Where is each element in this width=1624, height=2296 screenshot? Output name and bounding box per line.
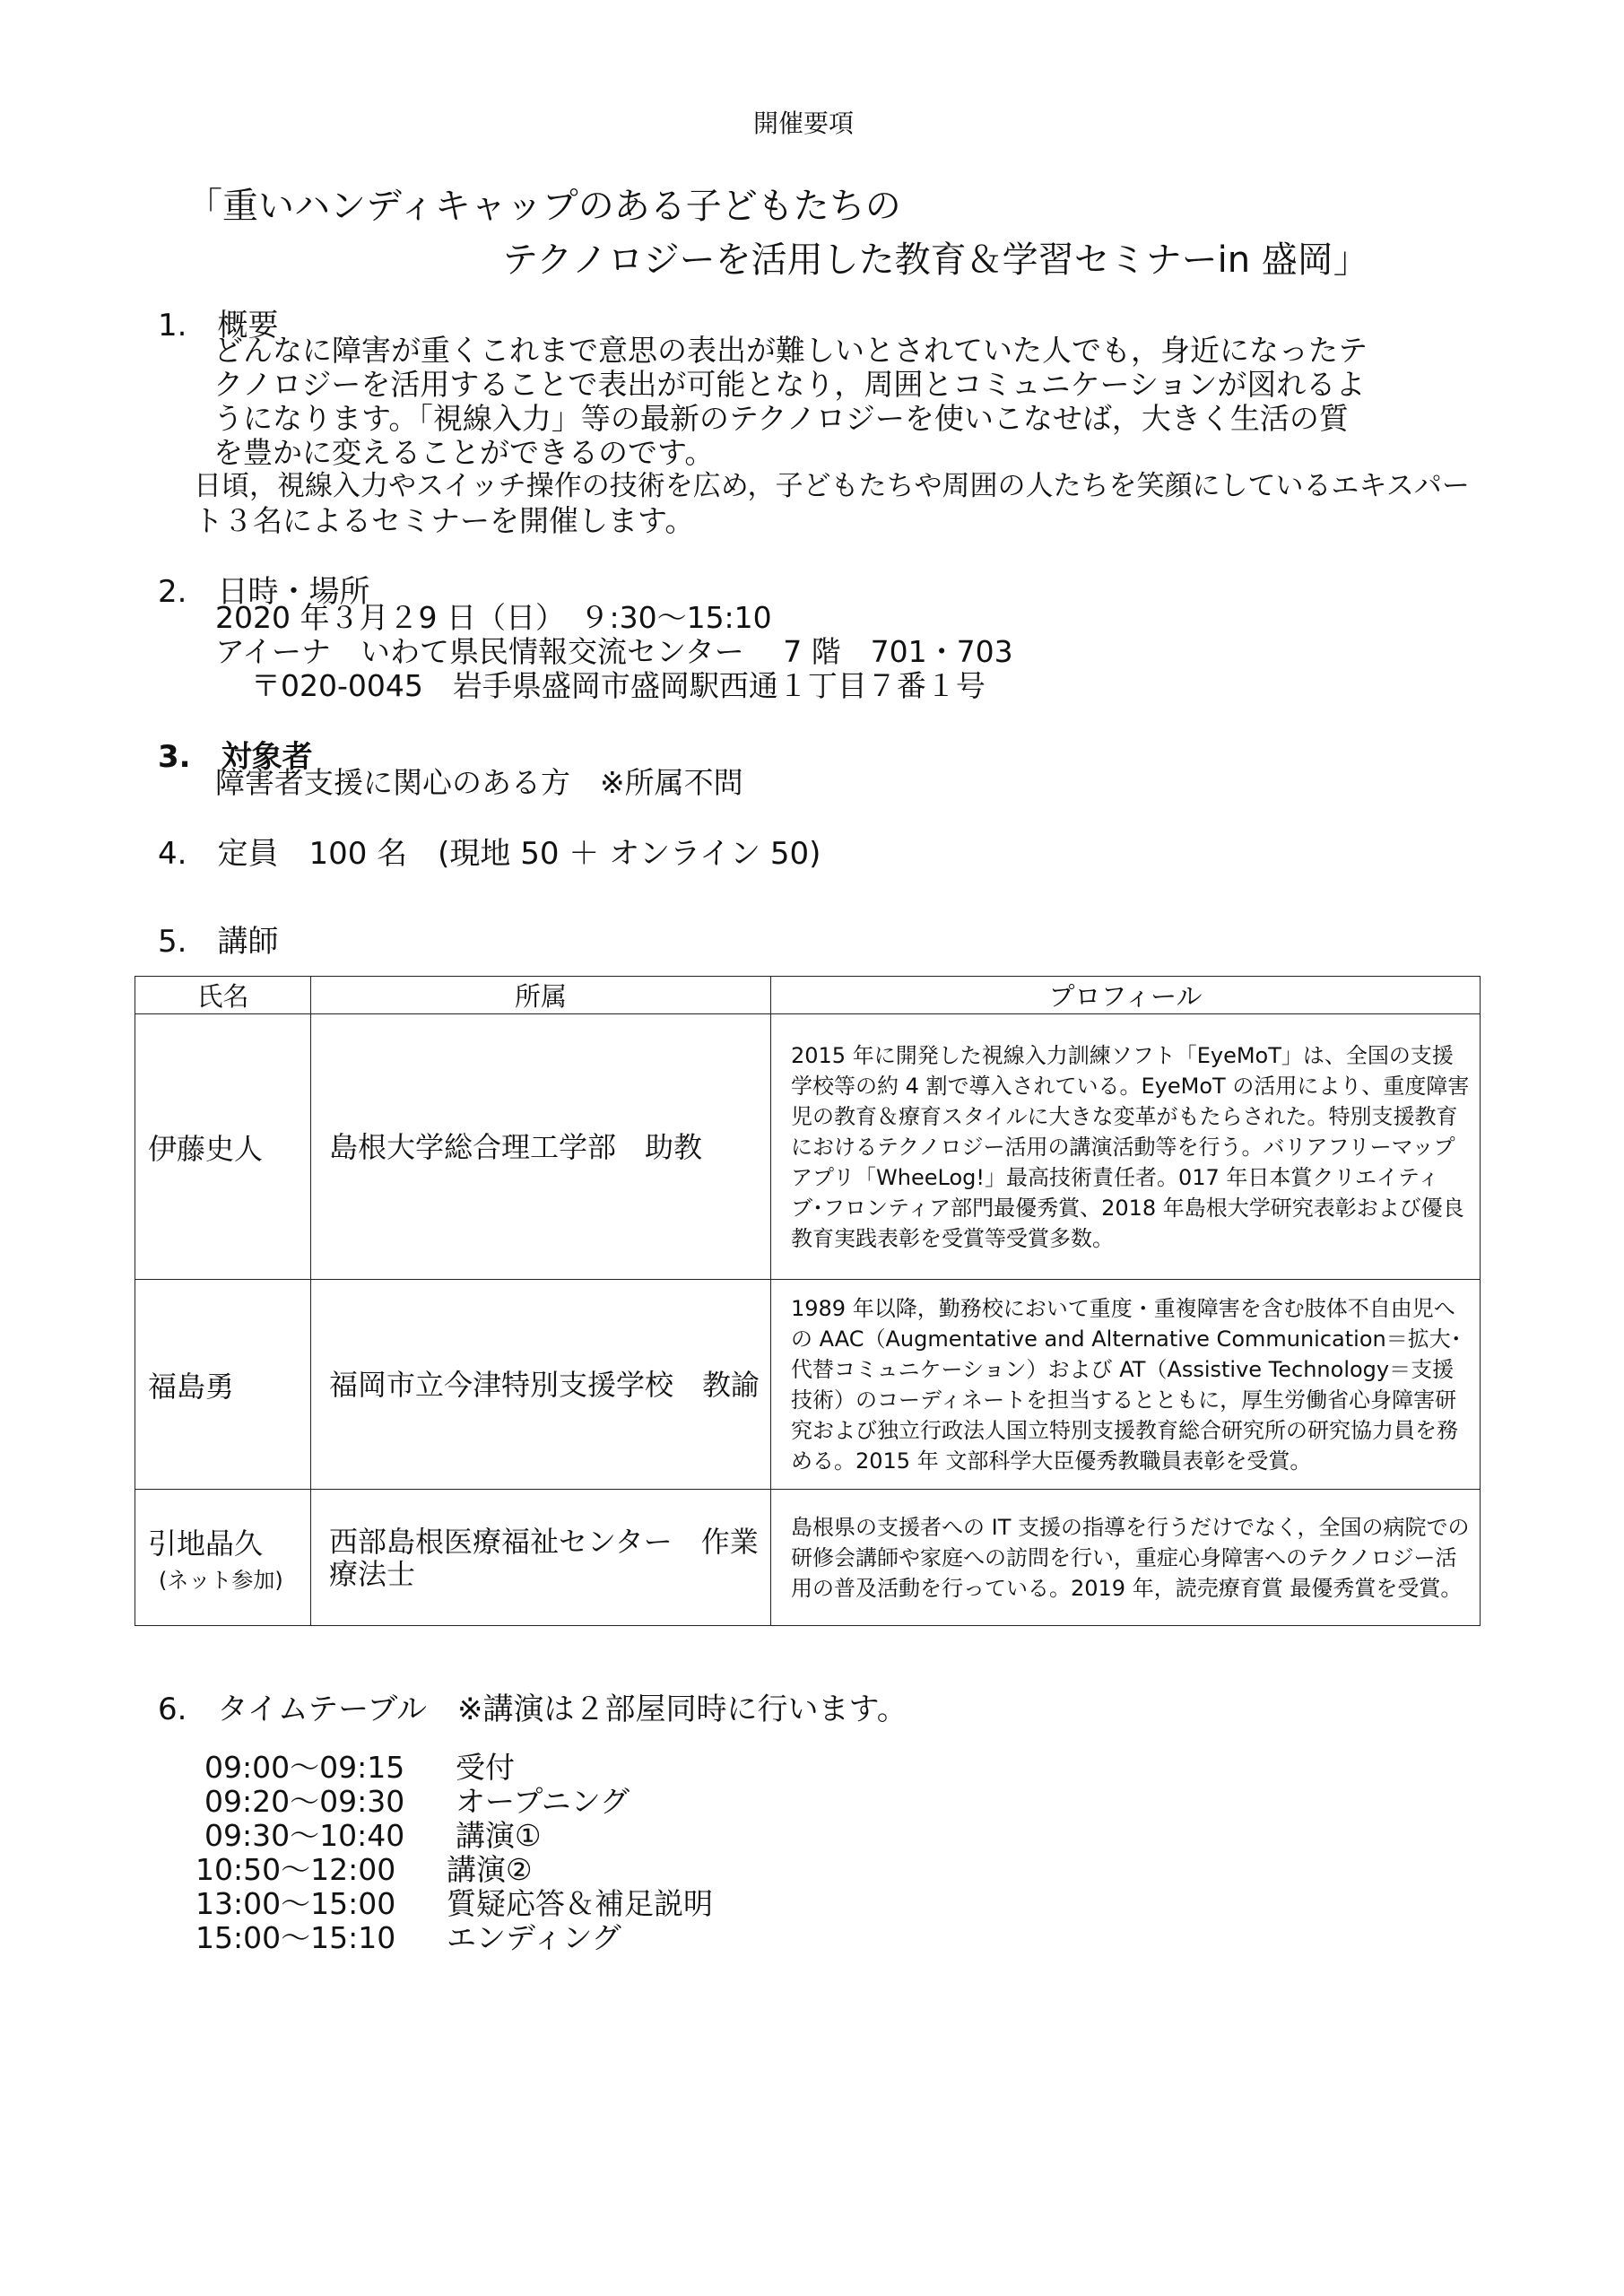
schedule-time: 09:30～10:40 [204, 1818, 405, 1853]
header-label: 開催要項 [753, 109, 855, 138]
section-1-heading: 1. 概要 [158, 308, 279, 344]
lecturer-profile: 1989 年以降，勤務校において重度・重複障害を含む肢体不自由児への AAC（Augmentative and Alternative Communication＝拡大･代替コミュニケーション）および AT（Assistive Technology＝支援技術）のコーディネートを担当するとともに，厚生労働省心身障害研究および独立行政法人国立特別支援教育総合研究所の研究協力員を務める。2015 年 文部科学大臣優秀教職員表彰を受賞。 [771, 1280, 1481, 1490]
lecturer-profile: 2015 年に開発した視線入力訓練ソフト「EyeMoT」は、全国の支援学校等の約 4 割で導入されている。EyeMoT の活用により、重度障害児の教育＆療育スタイルに大きな変革がもたらされた。特別支援教育におけるテクノロジー活用の講演活動等を行う。バリアフリーマップアプリ「WheeLog!」最高技術責任者。017 年日本賞クリエイティブ･フロンティア部門最優秀賞、2018 年島根大学研究表彰および優良教育実践表彰を受賞等受賞多数。 [771, 1014, 1481, 1280]
section-1-line-2: クノロジーを活用することで表出が可能となり，周囲とコミュニケーションが図れるよ [213, 367, 1366, 402]
title-line-1: 「重いハンディキャップのある子どもたちの [187, 186, 901, 227]
lecturer-name-text: 福島勇 [148, 1369, 235, 1404]
schedule-label: 講演① [456, 1818, 542, 1853]
table-row [135, 1280, 1481, 1490]
schedule-label: 質疑応答＆補足説明 [447, 1886, 713, 1921]
section-4-heading: 4. 定員 100 名 (現地 50 ＋ オンライン 50) [158, 836, 821, 872]
section-1-line-6: ト３名によるセミナーを開催します。 [194, 503, 695, 538]
table-row [135, 1490, 1481, 1626]
event-venue: アイーナ いわて県民情報交流センター 7 階 701・703 [215, 634, 1013, 669]
schedule-label: 講演② [447, 1852, 533, 1887]
schedule-time: 13:00～15:00 [195, 1886, 396, 1921]
lecturer-note: (ネット参加) [159, 1568, 283, 1593]
table-header-row [135, 977, 1481, 1014]
schedule-label: オープニング [456, 1784, 630, 1819]
lecturer-name-text: 伊藤史人 [148, 1131, 264, 1166]
schedule-label: 受付 [456, 1750, 515, 1785]
lecturer-affiliation: 西部島根医療福祉センター 作業療法士 [311, 1490, 771, 1626]
schedule-time: 10:50～12:00 [195, 1852, 396, 1887]
section-1-line-1: どんなに障害が重くこれまで意思の表出が難しいとされていた人でも，身近になったテ [213, 333, 1368, 368]
table-row [135, 1014, 1481, 1280]
lecturer-name [135, 1280, 311, 1490]
lecturer-name [135, 1014, 311, 1280]
event-date: 2020 年３月２9 日（日） ９:30～15:10 [215, 600, 772, 635]
section-1-line-5: 日頃，視線入力やスイッチ操作の技術を広め，子どもたちや周囲の人たちを笑顔にしているエキスパー [194, 470, 1470, 502]
target-audience: 障害者支援に関心のある方 ※所属不問 [215, 765, 743, 800]
event-address: 〒020-0045 岩手県盛岡市盛岡駅西通１丁目７番１号 [251, 668, 986, 703]
schedule-time: 15:00～15:10 [195, 1920, 396, 1955]
schedule-label: エンディング [447, 1920, 621, 1955]
section-1-line-3: うになります。「視線入力」等の最新のテクノロジーを使いこなせば，大きく生活の質 [213, 401, 1349, 436]
lecturer-profile: 島根県の支援者への IT 支援の指導を行うだけでなく，全国の病院での研修会講師や家庭への訪問を行い，重症心身障害へのテクノロジー活用の普及活動を行っている。2019 年，読売療育賞 最優秀賞を受賞。 [771, 1490, 1481, 1626]
lecturer-affiliation: 島根大学総合理工学部 助教 [311, 1014, 771, 1280]
schedule-item [195, 1915, 621, 1957]
section-3-heading: 3. 対象者 [158, 739, 313, 775]
lecturer-name [135, 1490, 311, 1626]
title-line-2: テクノロジーを活用した教育＆学習セミナーin 盛岡」 [502, 239, 1369, 281]
section-1-line-4: を豊かに変えることができるのです。 [213, 435, 715, 470]
section-5-heading: 5. 講師 [158, 924, 279, 960]
schedule-time: 09:00～09:15 [204, 1750, 405, 1785]
header-name: 氏名 [135, 977, 311, 1014]
section-6-heading: 6. タイムテーブル ※講演は２部屋同時に行います。 [158, 1692, 908, 1727]
header-affiliation: 所属 [311, 977, 771, 1014]
lecturer-table [135, 976, 1481, 1626]
header-profile: プロフィール [771, 977, 1481, 1014]
section-2-heading: 2. 日時・場所 [158, 574, 370, 610]
lecturer-name-text: 引地晶久 [148, 1526, 264, 1561]
lecturer-affiliation: 福岡市立今津特別支援学校 教諭 [311, 1280, 771, 1490]
schedule-time: 09:20～09:30 [204, 1784, 405, 1819]
